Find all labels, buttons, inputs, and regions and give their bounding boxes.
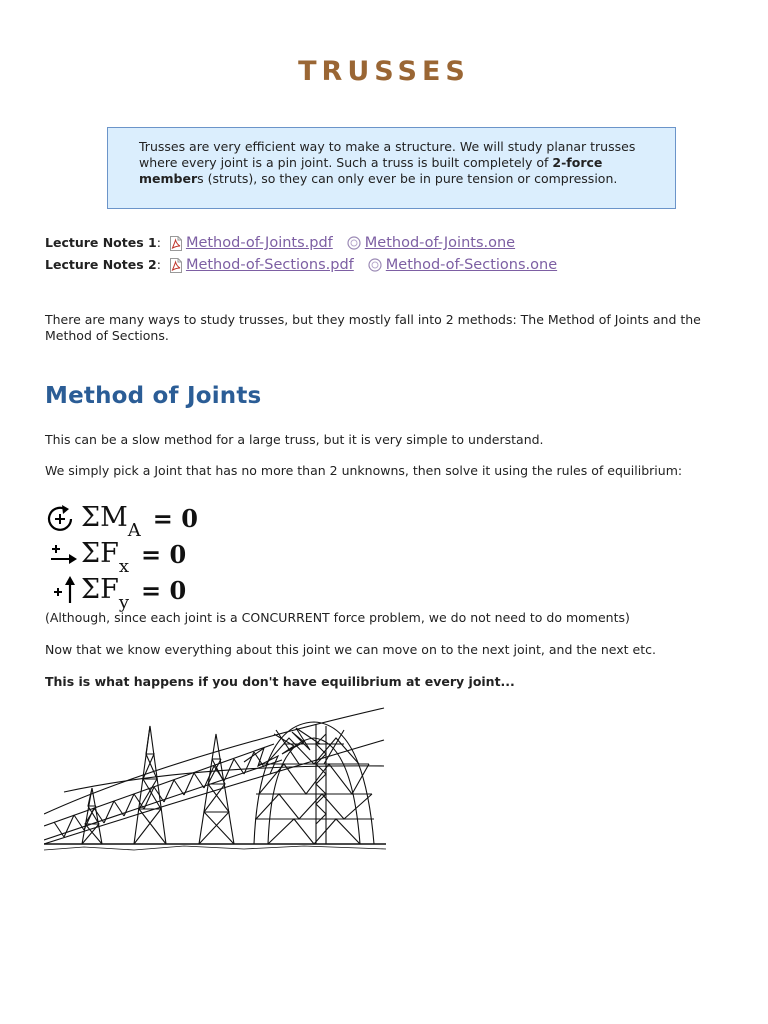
method-of-joints-pdf-link[interactable]: Method-of-Joints.pdf xyxy=(185,235,333,251)
paragraph-2: We simply pick a Joint that has no more than 2 unknowns, then solve it using the rules of equilibrium: xyxy=(45,463,683,478)
equilibrium-equations xyxy=(45,497,198,613)
onenote-icon[interactable] xyxy=(368,258,382,272)
onenote-icon[interactable] xyxy=(347,236,361,250)
paragraph-4: Now that we know everything about this joint we can move on to the next joint, and the next etc. xyxy=(45,642,656,657)
paragraph-1: This can be a slow method for a large truss, but it is very simple to understand. xyxy=(45,432,544,447)
sigma-symbol: Σ xyxy=(81,538,101,569)
paragraph-5: This is what happens if you don't have equilibrium at every joint... xyxy=(45,674,515,689)
equation-equals-zero: = 0 xyxy=(152,504,198,533)
equation-equals-zero: = 0 xyxy=(140,540,187,569)
lecture-notes xyxy=(45,232,557,276)
equation-variable: F xyxy=(100,574,119,605)
pdf-icon[interactable] xyxy=(169,258,183,273)
equation-subscript: y xyxy=(118,592,129,613)
equation-moment xyxy=(45,497,198,541)
label-colon: : xyxy=(156,235,161,250)
equation-variable: M xyxy=(100,502,128,533)
method-of-sections-one-link[interactable]: Method-of-Sections.one xyxy=(385,257,558,273)
equation-sum-fx xyxy=(45,533,198,577)
arrow-right-plus-icon xyxy=(45,539,79,569)
pdf-icon[interactable] xyxy=(169,236,183,251)
lecture-notes-label: Lecture Notes 1 xyxy=(45,235,157,250)
intro-bold-term: 2-force member xyxy=(139,155,603,186)
method-of-sections-pdf-link[interactable]: Method-of-Sections.pdf xyxy=(185,257,354,273)
method-of-joints-one-link[interactable]: Method-of-Joints.one xyxy=(364,235,516,251)
intro-box xyxy=(107,127,676,209)
arrow-up-plus-icon xyxy=(45,575,79,605)
section-heading: Method of Joints xyxy=(45,383,262,409)
paragraph-3: (Although, since each joint is a CONCURRENT force problem, we do not need to do moments) xyxy=(45,610,630,625)
overview-paragraph: There are many ways to study trusses, but they mostly fall into 2 methods: The Method of Joints and the Method of Sections. xyxy=(45,312,701,343)
page-title: TRUSSES xyxy=(298,56,470,87)
sigma-symbol: Σ xyxy=(81,574,101,605)
equation-subscript: A xyxy=(127,520,141,541)
lecture-notes-row-2 xyxy=(45,254,557,276)
moment-ccw-plus-icon xyxy=(45,503,79,533)
equation-variable: F xyxy=(100,538,119,569)
equation-subscript: x xyxy=(118,556,129,577)
intro-text-end: s (struts), so they can only ever be in pure tension or compression. xyxy=(197,171,618,186)
equation-equals-zero: = 0 xyxy=(141,576,187,605)
label-colon: : xyxy=(156,257,161,272)
sigma-symbol: Σ xyxy=(81,502,101,533)
intro-text: Trusses are very efficient way to make a structure. We will study planar trusses where every joint is a pin joint. Such a truss is built completely of xyxy=(139,139,636,170)
lecture-notes-label: Lecture Notes 2 xyxy=(45,257,157,272)
lecture-notes-row-1 xyxy=(45,232,557,254)
collapsed-tower-illustration xyxy=(44,704,386,852)
